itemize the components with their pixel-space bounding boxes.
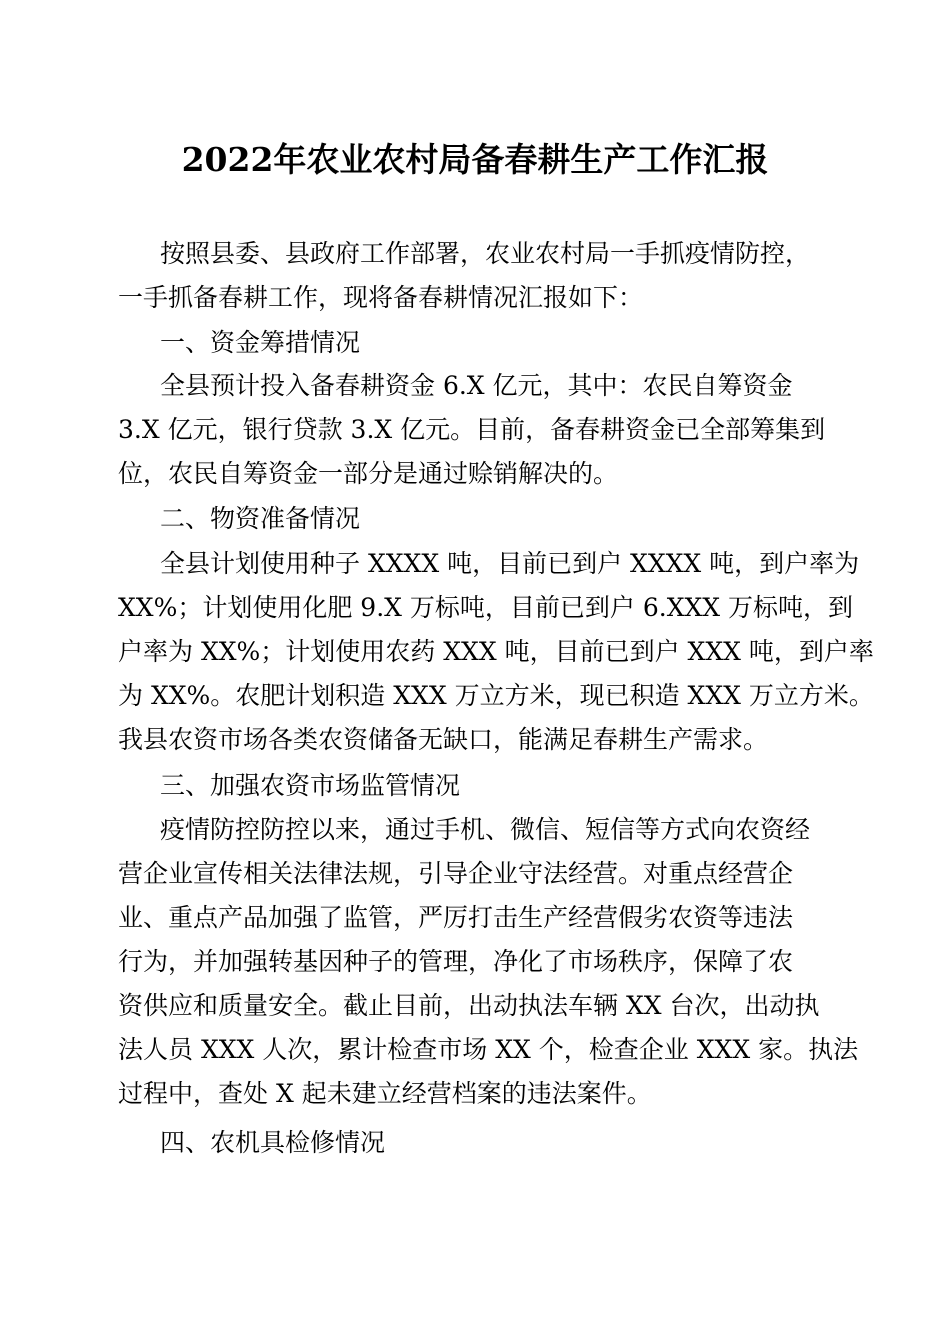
- paragraph-line: 疫情防控防控以来，通过手机、微信、短信等方式向农资经: [160, 815, 811, 844]
- paragraph-line: 为 XX%。农肥计划积造 XXX 万立方米，现已积造 XXX 万立方米。: [118, 681, 874, 710]
- paragraph-line: 业、重点产品加强了监管，严厉打击生产经营假劣农资等违法: [118, 903, 794, 932]
- paragraph-line: 营企业宣传相关法律法规，引导企业守法经营。对重点经营企: [118, 859, 794, 888]
- paragraph-line: 位，农民自筹资金一部分是通过赊销解决的。: [118, 459, 619, 488]
- paragraph-line: 资供应和质量安全。截止目前，出动执法车辆 XX 台次，出动执: [118, 991, 820, 1020]
- section-heading: 四、农机具检修情况: [160, 1128, 386, 1157]
- section-heading: 三、加强农资市场监管情况: [160, 771, 461, 800]
- paragraph-line: 全县计划使用种子 XXXX 吨，目前已到户 XXXX 吨，到户率为: [160, 549, 860, 578]
- paragraph-line: 过程中，查处 X 起未建立经营档案的违法案件。: [118, 1079, 652, 1108]
- paragraph-line: 行为，并加强转基因种子的管理，净化了市场秩序，保障了农: [118, 947, 794, 976]
- paragraph-line: 户率为 XX%；计划使用农药 XXX 吨，目前已到户 XXX 吨，到户率: [118, 637, 874, 666]
- document-title: 2022年农业农村局备春耕生产工作汇报: [181, 140, 769, 179]
- intro-line: 一手抓备春耕工作，现将备春耕情况汇报如下：: [118, 283, 644, 312]
- paragraph-line: 法人员 XXX 人次，累计检查市场 XX 个，检查企业 XXX 家。执法: [118, 1035, 859, 1064]
- intro-line: 按照县委、县政府工作部署，农业农村局一手抓疫情防控，: [160, 239, 811, 268]
- paragraph-line: 我县农资市场各类农资储备无缺口，能满足春耕生产需求。: [118, 725, 769, 754]
- paragraph-line: 3.X 亿元，银行贷款 3.X 亿元。目前，备春耕资金已全部筹集到: [118, 415, 826, 444]
- section-heading: 二、物资准备情况: [160, 504, 361, 533]
- paragraph-line: XX%；计划使用化肥 9.X 万标吨，目前已到户 6.XXX 万标吨，到: [118, 593, 854, 622]
- paragraph-line: 全县预计投入备春耕资金 6.X 亿元，其中：农民自筹资金: [160, 371, 793, 400]
- section-heading: 一、资金筹措情况: [160, 328, 361, 357]
